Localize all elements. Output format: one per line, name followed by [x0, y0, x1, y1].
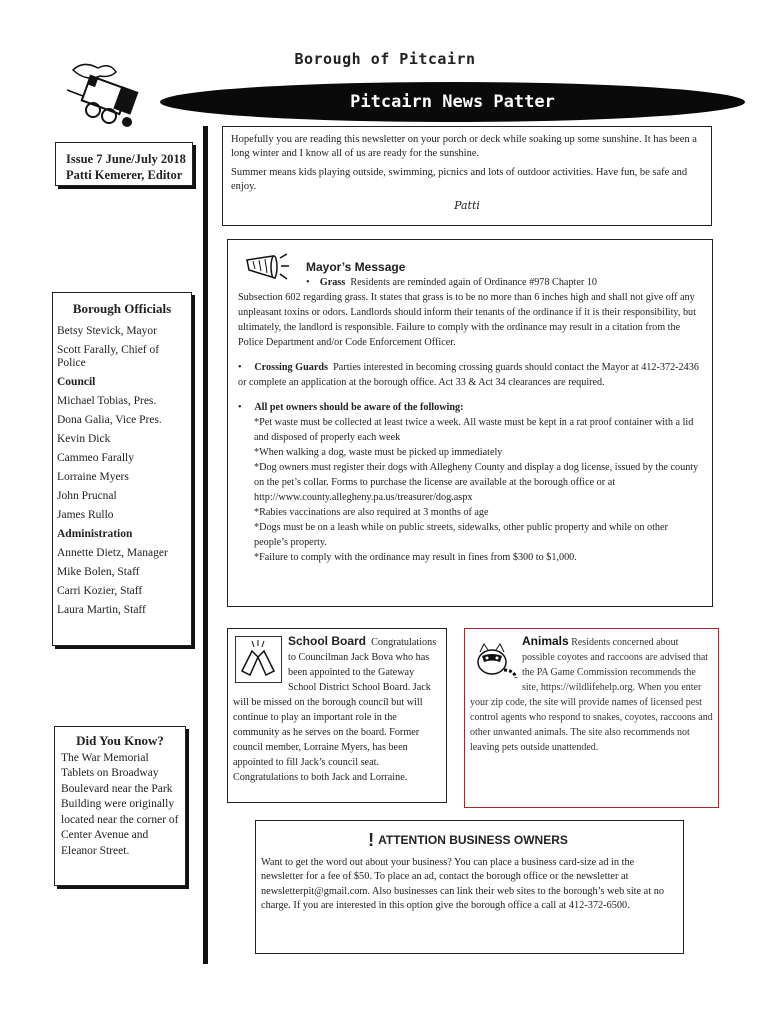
newsletter-banner: Pitcairn News Patter — [160, 82, 745, 122]
pet-rule: *Rabies vaccinations are also required at 3 months of age — [254, 507, 489, 518]
animals-heading: Animals — [522, 634, 569, 648]
know-text: The War Memorial Tablets on Broadway Boulevard near the Park Building were originally located near the corner of Center Avenue and Eleanor Street. — [61, 751, 179, 857]
business-box — [255, 820, 684, 954]
intro-paragraph: Summer means kids playing outside, swimming, picnics and lots of outdoor activities. Have fun, be safe and enjoy. — [231, 167, 688, 192]
official-mayor: Betsy Stevick, Mayor — [57, 325, 157, 337]
school-heading: School Board — [288, 634, 367, 648]
pet-rule: *Dog owners must register their dogs with Allegheny County and display a dog license, issued by the county on the pet’s collar. Forms to purchase the license are available at the borough office or at http://www.county.allegheny.pa.us/treasurer/dog.aspx — [254, 462, 699, 503]
pet-rule: *Pet waste must be collected at least twice a week. All waste must be kept in a rat proof container with a lid and disposed of properly each week — [254, 417, 694, 443]
grass-label: Grass — [319, 277, 346, 288]
admin-member: Annette Dietz, Manager — [57, 547, 168, 559]
mayor-message-box — [227, 239, 713, 607]
council-member: Cammeo Farally — [57, 452, 134, 464]
animals-box — [464, 628, 719, 808]
issue-number: Issue 7 June/July 2018 — [66, 152, 186, 166]
admin-heading: Administration — [57, 528, 133, 540]
guards-label: Crossing Guards — [254, 362, 329, 373]
train-icon — [65, 60, 150, 130]
business-text: Want to get the word out about your business? You can place a business card-size ad in the newsletter for a fee of $50. To place an ad, contact the borough office or the newsletter at newsletterpit@gmail.com. Also businesses can link their web sites to the borough’s web site at no charge. If you are interested in this option give the borough office a call at 412-372-6500. — [261, 856, 664, 911]
issue-box — [55, 142, 193, 186]
council-member: Kevin Dick — [57, 433, 111, 445]
exclamation-icon: ! — [368, 830, 375, 850]
business-heading: ATTENTION BUSINESS OWNERS — [378, 833, 568, 847]
council-member: John Prucnal — [57, 490, 117, 502]
signature: Patti — [454, 199, 480, 212]
animals-text: Residents concerned about possible coyotes and raccoons are advised that the PA Game Commission recommends the site, https://wildlifehelp.org. When you enter your zip code, the site will provide names of licensed pest control agents who respond to snakes, coyotes, raccoons and other unwanted animals. The site also recommends not leaving pets outside unattended. — [470, 637, 713, 753]
council-member: Dona Galia, Vice Pres. — [57, 414, 162, 426]
school-board-box — [227, 628, 447, 803]
pet-rule: *Failure to comply with the ordinance may result in fines from $300 to $1,000. — [254, 552, 577, 563]
pet-rule: *When walking a dog, waste must be picked up immediately — [254, 447, 503, 458]
grass-text: Subsection 602 regarding grass. It states that grass is to be no more than 6 inches high and shall not give off any unpleasant toxins or odors. Landlords should inform their tenants of the ordinance if it is their responsibility, but ultimately, the landlord is responsible. Failure to comply with the ordinance may result in a citation from the Police Department and/or Code Enforcement Officer. — [238, 292, 696, 348]
council-member: Lorraine Myers — [57, 471, 129, 483]
school-text: Congratulations to Councilman Jack Bova who has been appointed to the Gateway School District School Board. Jack will be missed on the borough council but will continue to play an important role in the community as he serves on the board. Former council member, Lorraine Myers, has been appointed to fill Jack’s council seat. Congratulations to both Jack and Lorraine. — [233, 637, 437, 783]
admin-member: Mike Bolen, Staff — [57, 566, 140, 578]
council-member: Michael Tobias, Pres. — [57, 395, 157, 407]
council-member: James Rullo — [57, 509, 114, 521]
mayor-heading: Mayor’s Message — [306, 260, 406, 274]
handshake-icon — [235, 636, 282, 683]
business-heading-row — [261, 830, 675, 850]
pets-item: • All pet owners should be aware of the following: — [238, 402, 464, 413]
intro-box — [222, 126, 712, 226]
grass-item: • Grass Residents are reminded again of Ordinance #978 Chapter 10 — [306, 277, 598, 288]
officials-box — [52, 292, 192, 646]
pets-label: All pet owners should be aware of the following: — [254, 402, 464, 413]
did-you-know-box — [54, 726, 186, 886]
council-heading: Council — [57, 376, 96, 388]
intro-paragraph: Hopefully you are reading this newsletter on your porch or deck while soaking up some sunshine. It has been a long winter and I know all of us are ready for the sunshine. — [231, 134, 697, 159]
raccoon-icon — [470, 640, 518, 682]
editor-name: Patti Kemerer, Editor — [66, 168, 183, 182]
guards-text: Parties interested in becoming crossing guards should contact the Mayor at 412-372-2436 or complete an application at the borough office. Act 33 & Act 34 clearances are required. — [238, 362, 699, 388]
vertical-divider — [203, 126, 208, 964]
grass-first: Residents are reminded again of Ordinance #978 Chapter 10 — [350, 277, 598, 288]
admin-member: Laura Martin, Staff — [57, 604, 146, 616]
borough-title: Borough of Pitcairn — [294, 50, 476, 68]
officials-heading: Borough Officials — [72, 301, 172, 316]
guards-item: • Crossing Guards Parties interested in becoming crossing guards should contact the Mayor at 412-372-2436 or complete an application at the borough office. Act 33 & Act 34 clearances are required. — [238, 362, 699, 388]
admin-member: Carri Kozier, Staff — [57, 585, 143, 597]
pet-rule: *Dogs must be on a leash while on public streets, sidewalks, other public property and while on other people’s property. — [254, 522, 668, 548]
official-police: Scott Farally, Chief of Police — [57, 344, 160, 369]
know-heading: Did You Know? — [76, 733, 164, 748]
